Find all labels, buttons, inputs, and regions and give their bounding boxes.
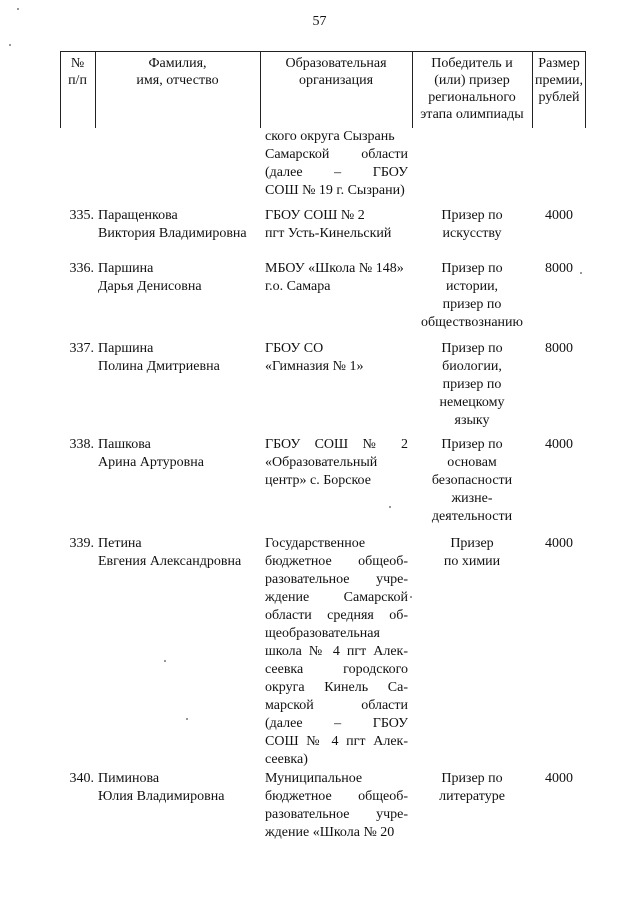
award-line: биологии, (442, 359, 502, 374)
org-line: ГБОУ СОШ № 2 (265, 437, 408, 452)
org-cell (265, 128, 408, 200)
award-cell (414, 207, 530, 243)
award-line: призер по (442, 377, 502, 392)
org-cell (265, 207, 408, 243)
org-line: «Образовательный (265, 455, 378, 470)
row-number: 336. (69, 261, 94, 276)
award-cell (414, 260, 530, 332)
org-line: ГБОУ СОШ № 2 (265, 208, 365, 223)
header-award: Победитель и (или) призер регионального этапа олимпиады (420, 56, 524, 122)
header-num: № п/п (68, 56, 87, 88)
name-cell (98, 340, 258, 376)
name-line: Евгения Александровна (98, 554, 242, 569)
org-cell (265, 260, 408, 296)
award-line: литературе (439, 789, 505, 804)
scan-speck (410, 596, 412, 598)
org-line: (далее – ГБОУ (265, 716, 408, 731)
name-line: Петина (98, 536, 142, 551)
scan-speck (389, 506, 391, 508)
header-name: Фамилия, имя, отчество (136, 56, 219, 88)
award-cell (414, 436, 530, 526)
org-line: разовательное учре- (265, 572, 408, 587)
org-line: бюджетное общеоб- (265, 554, 408, 569)
org-line: Самарской области (265, 147, 408, 162)
award-line: деятельности (431, 509, 513, 524)
org-cell (265, 770, 408, 842)
table-header (60, 51, 586, 128)
org-line: области средняя об- (265, 608, 408, 623)
name-line: Пиминова (98, 771, 160, 786)
prize-cell: 4000 (545, 771, 573, 786)
scan-speck (9, 44, 11, 46)
award-line: Призер (450, 536, 494, 551)
row-number: 335. (69, 208, 94, 223)
header-prize: Размер премии, рублей (534, 56, 584, 105)
prize-cell: 4000 (545, 437, 573, 452)
award-line: Призер по (441, 261, 503, 276)
org-line: марской области (265, 698, 408, 713)
name-cell (98, 535, 258, 571)
org-line: сеевка городского (265, 662, 408, 677)
org-line: СОШ № 19 г. Сызрани) (265, 183, 405, 198)
org-line: ждение Самарской (265, 590, 408, 605)
row-number: 340. (69, 771, 94, 786)
org-line: г.о. Самара (265, 279, 331, 294)
name-line: Паршина (98, 261, 154, 276)
name-line: Паращенкова (98, 208, 178, 223)
award-cell (414, 770, 530, 806)
org-line: «Гимназия № 1» (265, 359, 364, 374)
award-line: Призер по (441, 341, 503, 356)
name-line: Арина Артуровна (98, 455, 204, 470)
org-line: пгт Усть-Кинельский (265, 226, 392, 241)
org-line: центр» с. Борское (265, 473, 371, 488)
award-line: истории, (445, 279, 499, 294)
award-line: обществознанию (421, 315, 523, 330)
row-number: 338. (69, 437, 94, 452)
org-line: Муниципальное (265, 771, 363, 786)
scan-speck (17, 8, 19, 10)
prize-cell: 8000 (545, 341, 573, 356)
name-cell (98, 207, 258, 243)
org-line: ждение «Школа № 20 (265, 825, 395, 840)
scan-speck (164, 660, 166, 662)
name-cell (98, 770, 258, 806)
org-cell (265, 340, 408, 376)
page-number: 57 (312, 14, 327, 29)
org-line: округа Кинель Са- (265, 680, 408, 695)
prize-cell: 4000 (545, 208, 573, 223)
org-line: МБОУ «Школа № 148» (265, 261, 404, 276)
org-line: СОШ № 4 пгт Алек- (265, 734, 408, 749)
scan-speck (580, 272, 582, 274)
org-line: сеевка) (265, 752, 308, 767)
name-line: Пашкова (98, 437, 151, 452)
row-number: 337. (69, 341, 94, 356)
org-cell (265, 535, 408, 769)
row-number: 339. (69, 536, 94, 551)
name-cell (98, 260, 258, 296)
award-line: жизне- (451, 491, 493, 506)
award-line: Призер по (441, 771, 503, 786)
award-line: немецкому (439, 395, 505, 410)
name-line: Юлия Владимировна (98, 789, 225, 804)
award-cell (414, 340, 530, 430)
name-line: Полина Дмитриевна (98, 359, 220, 374)
award-line: призер по (442, 297, 502, 312)
award-line: безопасности (431, 473, 513, 488)
scan-speck (186, 718, 188, 720)
org-line: школа № 4 пгт Алек- (265, 644, 408, 659)
name-line: Виктория Владимировна (98, 226, 247, 241)
org-line: разовательное учре- (265, 807, 408, 822)
award-line: основам (447, 455, 497, 470)
award-line: по химии (443, 554, 501, 569)
org-cell (265, 436, 408, 490)
award-line: Призер по (441, 208, 503, 223)
name-cell (98, 436, 258, 472)
award-line: искусству (442, 226, 502, 241)
org-line: бюджетное общеоб- (265, 789, 408, 804)
column-divider (585, 52, 586, 128)
prize-cell: 8000 (545, 261, 573, 276)
org-line: Государственное (265, 536, 366, 551)
header-org: Образовательная организация (285, 56, 387, 88)
award-line: языку (454, 413, 490, 428)
award-line: Призер по (441, 437, 503, 452)
org-line: щеобразовательная (265, 626, 380, 641)
name-line: Паршина (98, 341, 154, 356)
org-line: (далее – ГБОУ (265, 165, 408, 180)
prize-cell: 4000 (545, 536, 573, 551)
org-line: ского округа Сызрань (265, 129, 395, 144)
award-cell (414, 535, 530, 571)
name-line: Дарья Денисовна (98, 279, 202, 294)
org-line: ГБОУ СО (265, 341, 324, 356)
